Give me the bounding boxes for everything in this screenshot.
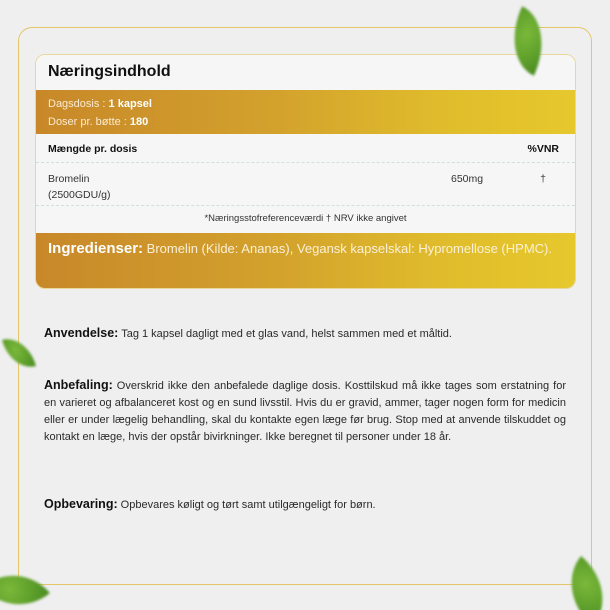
table-row (36, 163, 575, 206)
ingredients-band (36, 233, 575, 288)
daily-dose (48, 95, 563, 113)
usage-section (44, 325, 566, 343)
doses-per-tub-label: Doser pr. bøtte : (48, 116, 130, 128)
ingredient-nrv: † (540, 173, 546, 185)
nutrition-title: Næringsindhold (36, 55, 575, 90)
storage-label: Opbevaring: (44, 497, 118, 511)
daily-dose-value: 1 kapsel (108, 98, 152, 110)
usage-label: Anvendelse: (44, 326, 119, 340)
ingredients-text: Bromelin (Kilde: Ananas), Vegansk kapselskal: Hypromellose (HPMC). (143, 241, 552, 256)
recommendation-label: Anbefaling: (44, 378, 113, 392)
ingredients-label: Ingredienser: (48, 240, 144, 257)
doses-per-tub-value: 180 (129, 116, 149, 128)
storage-text: Opbevares køligt og tørt samt utilgængeligt for børn. (117, 499, 376, 511)
header-amount-per-dose: Mængde pr. dosis (48, 143, 138, 155)
usage-text: Tag 1 kapsel dagligt med et glas vand, helst sammen med et måltid. (118, 328, 452, 340)
dose-band (36, 90, 575, 134)
header-nrv: %VNR (527, 143, 559, 155)
recommendation-text: Overskrid ikke den anbefalede daglige dosis. Kosttilskud må ikke tages som erstatning for en varieret og afbalanceret kost og en sund livsstil. Hvis du er gravid, ammer, tager nogen form for medicin eller er under lægelig behandling, skal du kontakte egen læge før brug. Stop med at anvende tilskuddet og kontakt en læge, hvis der opstår bivirkninger. Ikke beregnet til personer under 18 år. (44, 380, 566, 443)
nutrition-card (35, 54, 576, 289)
recommendation-section (44, 377, 566, 446)
ingredient-name-line2: (2500GDU/g) (48, 189, 111, 201)
storage-section (44, 496, 566, 514)
ingredient-name-line1: Bromelin (48, 173, 90, 185)
doses-per-tub (48, 113, 563, 131)
table-footnote: *Næringsstofreferenceværdi † NRV ikke angivet (204, 213, 407, 224)
nutrition-table (36, 134, 575, 233)
table-header-row (36, 134, 575, 163)
daily-dose-label: Dagsdosis : (48, 98, 109, 110)
ingredient-amount: 650mg (451, 173, 484, 185)
ingredient-name (48, 171, 451, 203)
